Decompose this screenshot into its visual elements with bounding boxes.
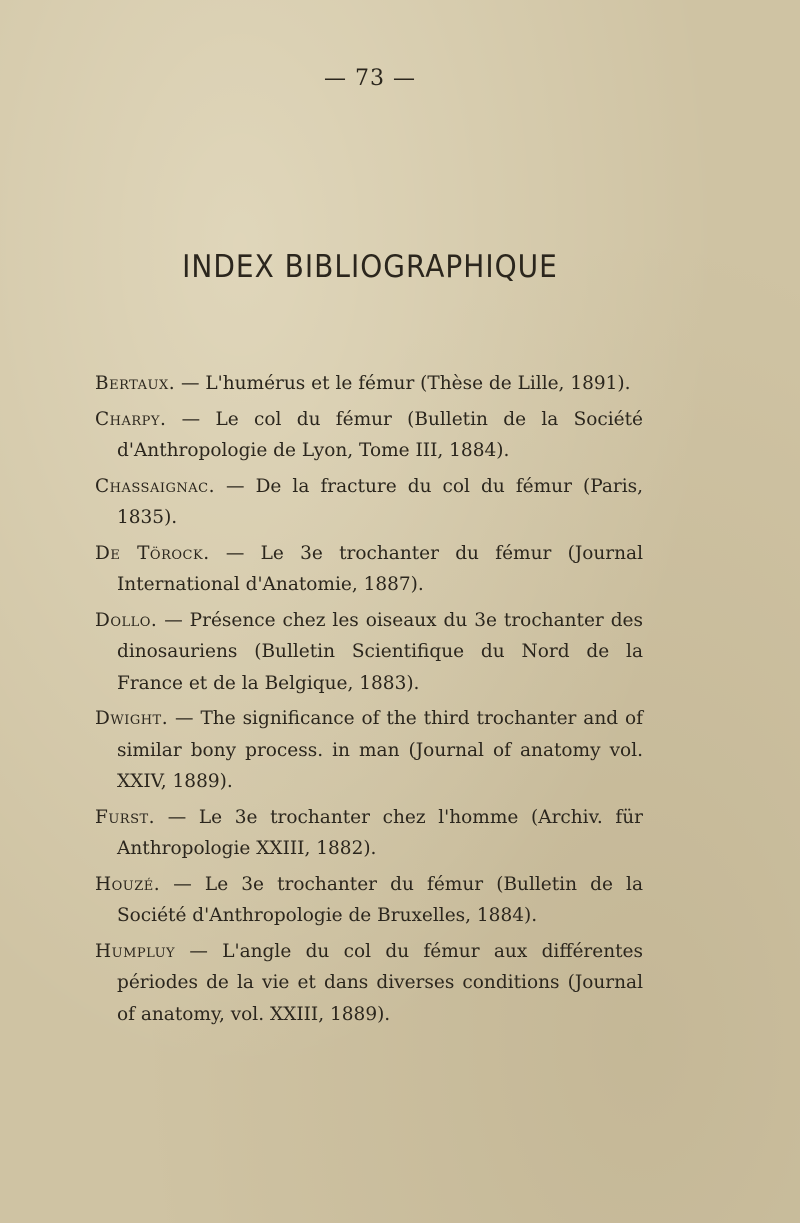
bibliography-entry [95, 936, 643, 1031]
entry-author: Chassaignac. [95, 475, 215, 497]
page-number: — 73 — [324, 66, 416, 91]
bibliography-entry [95, 404, 643, 467]
entry-author: Dwight. [95, 708, 169, 729]
entry-text: — L'angle du col du fémur aux différentes périodes de la vie et dans diverses conditions (Journal of anatomy, vol. XXIII, 1889). [117, 940, 643, 1025]
bibliography-entry [95, 605, 643, 700]
entry-author: Charpy. [95, 408, 167, 430]
bibliography-entry [95, 368, 643, 400]
entry-text: — Présence chez les oiseaux du 3e trochanter des dinosauriens (Bulletin Scientifique du Nord de la France et de la Belgique, 1883). [117, 609, 643, 694]
bibliography-entry [95, 802, 643, 865]
page-title: INDEX BIBLIOGRAPHIQUE [182, 248, 558, 285]
entry-author: Bertaux. [95, 373, 176, 394]
entry-author: De Törock. [95, 542, 210, 564]
bibliography-entry [95, 538, 643, 601]
bibliography-entry [95, 703, 643, 798]
bibliography-entry [95, 471, 643, 534]
entry-text: — The significance of the third trochanter and of similar bony process. in man (Journal of anatomy vol. XXIV, 1889). [117, 708, 643, 792]
entry-author: Houzé. [95, 873, 161, 895]
bibliography-list [95, 368, 643, 1034]
entry-author: Humpluy [95, 940, 176, 962]
entry-text: — De la fracture du col du fémur (Paris, 1835). [117, 475, 643, 528]
entry-text: — Le 3e trochanter chez l'homme (Archiv. für Anthropologie XXIII, 1882). [117, 806, 643, 859]
bibliography-entry [95, 869, 643, 932]
entry-text: — L'humérus et le fémur (Thèse de Lille, 1891). [175, 373, 631, 394]
entry-text: — Le 3e trochanter du fémur (Journal International d'Anatomie, 1887). [117, 542, 643, 595]
entry-text: — Le col du fémur (Bulletin de la Société d'Anthropologie de Lyon, Tome III, 1884). [117, 408, 643, 461]
entry-author: Dollo. [95, 609, 158, 631]
entry-text: — Le 3e trochanter du fémur (Bulletin de la Société d'Anthropologie de Bruxelles, 1884). [117, 873, 643, 926]
entry-author: Furst. [95, 806, 156, 828]
